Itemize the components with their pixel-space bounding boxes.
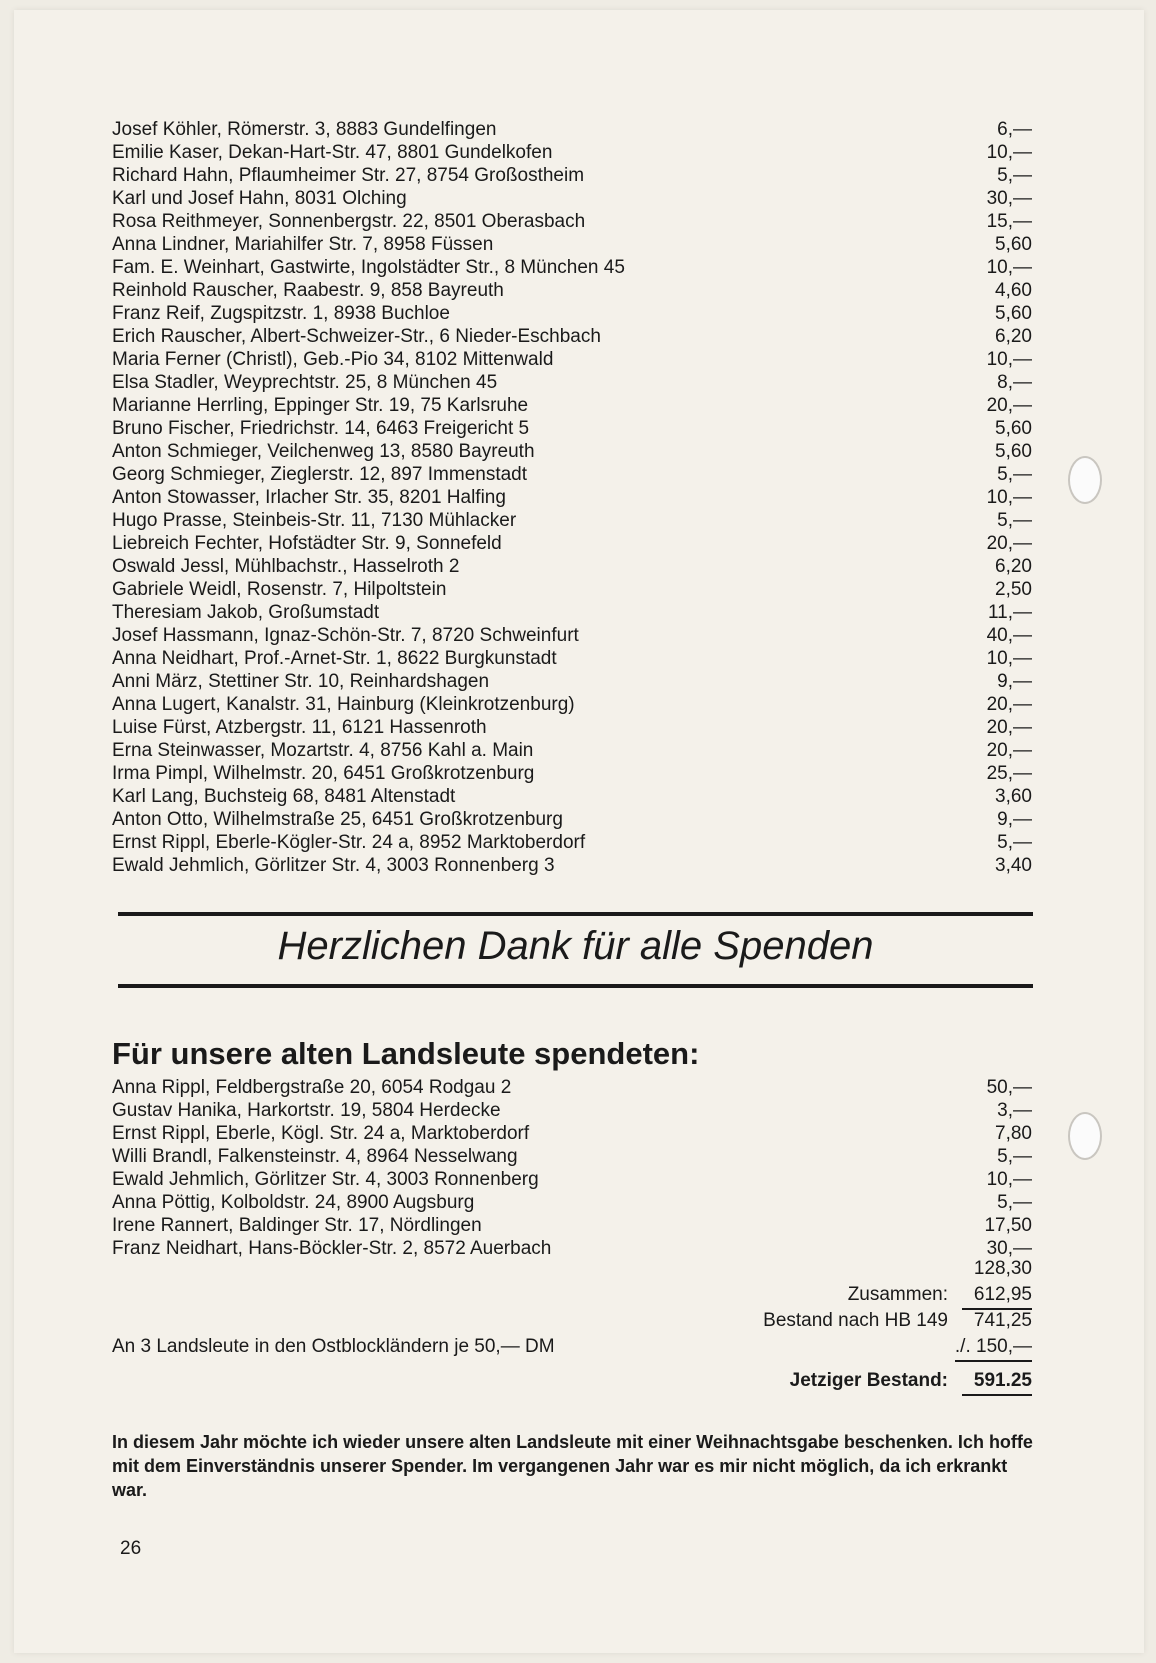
donor-row bbox=[112, 624, 1032, 647]
donation-amount: 5,— bbox=[997, 832, 1032, 853]
donation-amount: 20,— bbox=[986, 694, 1032, 715]
donor-name-address: Anna Neidhart, Prof.-Arnet-Str. 1, 8622 Burgkunstadt bbox=[112, 648, 557, 669]
donor-name-address: Anton Stowasser, Irlacher Str. 35, 8201 Halfing bbox=[112, 487, 506, 508]
donor-row bbox=[112, 463, 1032, 486]
donation-amount: 3,— bbox=[997, 1100, 1032, 1121]
donation-amount: 5,— bbox=[997, 1146, 1032, 1167]
donation-amount: 6,— bbox=[997, 119, 1032, 140]
donor-row bbox=[112, 210, 1032, 233]
donor-list bbox=[112, 118, 1032, 877]
donor-row bbox=[112, 325, 1032, 348]
donor-row bbox=[112, 118, 1032, 141]
donor-name-address: Anna Pöttig, Kolboldstr. 24, 8900 Augsburg bbox=[112, 1192, 475, 1213]
donor-row bbox=[112, 555, 1032, 578]
donation-amount: 10,— bbox=[986, 257, 1032, 278]
donation-amount: 10,— bbox=[986, 349, 1032, 370]
donor-name-address: Willi Brandl, Falkensteinstr. 4, 8964 Nesselwang bbox=[112, 1146, 518, 1167]
donation-amount: 3,60 bbox=[995, 786, 1032, 807]
donation-amount: 5,60 bbox=[995, 234, 1032, 255]
donation-amount: 5,60 bbox=[995, 441, 1032, 462]
donor-row bbox=[112, 348, 1032, 371]
donor-name-address: Fam. E. Weinhart, Gastwirte, Ingolstädter Str., 8 München 45 bbox=[112, 257, 625, 278]
donation-amount: 11,— bbox=[987, 602, 1032, 623]
donor-row bbox=[112, 509, 1032, 532]
donor-name-address: Reinhold Rauscher, Raabestr. 9, 858 Bayreuth bbox=[112, 280, 504, 301]
donation-amount: 15,— bbox=[986, 211, 1032, 232]
donor-name-address: Georg Schmieger, Zieglerstr. 12, 897 Immenstadt bbox=[112, 464, 528, 485]
old-landsleute-heading: Für unsere alten Landsleute spendeten: bbox=[112, 1036, 700, 1071]
donation-amount: 3,40 bbox=[995, 855, 1032, 876]
donation-amount: 9,— bbox=[997, 671, 1032, 692]
donation-amount: 10,— bbox=[986, 142, 1032, 163]
donor-row bbox=[112, 187, 1032, 210]
donor-name-address: Karl Lang, Buchsteig 68, 8481 Altenstadt bbox=[112, 786, 456, 807]
donor-name-address: Richard Hahn, Pflaumheimer Str. 27, 8754 Großostheim bbox=[112, 165, 585, 186]
donor-row bbox=[112, 417, 1032, 440]
binder-hole bbox=[1068, 1112, 1102, 1160]
donation-amount: 17,50 bbox=[984, 1215, 1032, 1236]
donor-name-address: Gustav Hanika, Harkortstr. 19, 5804 Herdecke bbox=[112, 1100, 501, 1121]
old-donor-row bbox=[112, 1191, 1032, 1214]
previous-balance-value: 741,25 bbox=[973, 1310, 1032, 1331]
subtotal-value: 128,30 bbox=[973, 1258, 1032, 1279]
donor-row bbox=[112, 739, 1032, 762]
donor-name-address: Josef Köhler, Römerstr. 3, 8883 Gundelfingen bbox=[112, 119, 497, 140]
donation-amount: 5,60 bbox=[995, 418, 1032, 439]
donor-name-address: Theresiam Jakob, Großumstadt bbox=[112, 602, 380, 623]
donor-row bbox=[112, 394, 1032, 417]
donor-row bbox=[112, 532, 1032, 555]
donor-row bbox=[112, 670, 1032, 693]
donation-amount: 10,— bbox=[986, 487, 1032, 508]
donation-amount: 5,— bbox=[997, 165, 1032, 186]
current-balance-label: Jetziger Bestand: bbox=[789, 1370, 948, 1391]
donor-name-address: Ewald Jehmlich, Görlitzer Str. 4, 3003 Ronnenberg 3 bbox=[112, 855, 555, 876]
donor-row bbox=[112, 762, 1032, 785]
donor-name-address: Anna Lindner, Mariahilfer Str. 7, 8958 Füssen bbox=[112, 234, 494, 255]
donor-row bbox=[112, 601, 1032, 624]
donation-amount: 9,— bbox=[997, 809, 1032, 830]
donor-row bbox=[112, 302, 1032, 325]
donation-amount: 4,60 bbox=[995, 280, 1032, 301]
donation-amount: 40,— bbox=[986, 625, 1032, 646]
old-donor-row bbox=[112, 1214, 1032, 1237]
old-donor-row bbox=[112, 1122, 1032, 1145]
donor-name-address: Bruno Fischer, Friedrichstr. 14, 6463 Freigericht 5 bbox=[112, 418, 530, 439]
donation-amount: 20,— bbox=[986, 533, 1032, 554]
donation-amount: 50,— bbox=[986, 1077, 1032, 1098]
donor-name-address: Irma Pimpl, Wilhelmstr. 20, 6451 Großkrotzenburg bbox=[112, 763, 535, 784]
donor-name-address: Gabriele Weidl, Rosenstr. 7, Hilpoltstein bbox=[112, 579, 447, 600]
closing-note: In diesem Jahr möchte ich wieder unsere alten Landsleute mit einer Weihnachtsgabe beschenken. Ich hoffe mit dem Einverständnis unserer Spender. Im vergangenen Jahr war es mir nicht möglich, da ich erkrankt war. bbox=[112, 1432, 1033, 1500]
donor-name-address: Marianne Herrling, Eppinger Str. 19, 75 Karlsruhe bbox=[112, 395, 529, 416]
donor-name-address: Karl und Josef Hahn, 8031 Olching bbox=[112, 188, 407, 209]
summary-block bbox=[112, 1256, 1032, 1394]
donor-name-address: Emilie Kaser, Dekan-Hart-Str. 47, 8801 Gundelkofen bbox=[112, 142, 553, 163]
donor-name-address: Erich Rauscher, Albert-Schweizer-Str., 6 Nieder-Eschbach bbox=[112, 326, 601, 347]
donation-amount: 10,— bbox=[986, 1169, 1032, 1190]
donor-name-address: Franz Reif, Zugspitzstr. 1, 8938 Buchloe bbox=[112, 303, 450, 324]
donation-amount: 20,— bbox=[986, 740, 1032, 761]
divider-rule bbox=[118, 984, 1033, 988]
donor-name-address: Elsa Stadler, Weyprechtstr. 25, 8 München 45 bbox=[112, 372, 498, 393]
divider-rule bbox=[118, 912, 1033, 916]
binder-hole bbox=[1068, 456, 1102, 504]
donor-name-address: Franz Neidhart, Hans-Böckler-Str. 2, 8572 Auerbach bbox=[112, 1238, 552, 1259]
donor-name-address: Liebreich Fechter, Hofstädter Str. 9, Sonnefeld bbox=[112, 533, 502, 554]
donor-row bbox=[112, 785, 1032, 808]
donor-name-address: Erna Steinwasser, Mozartstr. 4, 8756 Kahl a. Main bbox=[112, 740, 534, 761]
donor-row bbox=[112, 808, 1032, 831]
donor-name-address: Josef Hassmann, Ignaz-Schön-Str. 7, 8720 Schweinfurt bbox=[112, 625, 579, 646]
donor-name-address: Ewald Jehmlich, Görlitzer Str. 4, 3003 Ronnenberg bbox=[112, 1169, 539, 1190]
donor-row bbox=[112, 854, 1032, 877]
old-donor-row bbox=[112, 1145, 1032, 1168]
donor-row bbox=[112, 256, 1032, 279]
donor-row bbox=[112, 693, 1032, 716]
donor-row bbox=[112, 647, 1032, 670]
donor-name-address: Ernst Rippl, Eberle, Kögl. Str. 24 a, Marktoberdorf bbox=[112, 1123, 530, 1144]
thanks-heading: Herzlichen Dank für alle Spenden bbox=[277, 924, 874, 968]
donor-name-address: Anton Schmieger, Veilchenweg 13, 8580 Bayreuth bbox=[112, 441, 535, 462]
donor-name-address: Anna Rippl, Feldbergstraße 20, 6054 Rodgau 2 bbox=[112, 1077, 512, 1098]
donation-amount: 5,— bbox=[997, 1192, 1032, 1213]
donation-amount: 8,— bbox=[997, 372, 1032, 393]
donation-amount: 30,— bbox=[986, 188, 1032, 209]
donation-amount: 30,— bbox=[986, 1238, 1032, 1259]
donation-amount: 5,— bbox=[997, 510, 1032, 531]
old-donor-row bbox=[112, 1168, 1032, 1191]
old-landsleute-donor-list bbox=[112, 1076, 1032, 1260]
donor-row bbox=[112, 279, 1032, 302]
donation-amount: 2,50 bbox=[995, 579, 1032, 600]
donation-amount: 5,— bbox=[997, 464, 1032, 485]
donor-row bbox=[112, 164, 1032, 187]
donor-row bbox=[112, 371, 1032, 394]
old-donor-row bbox=[112, 1076, 1032, 1099]
donation-amount: 20,— bbox=[986, 717, 1032, 738]
current-balance-value: 591.25 bbox=[962, 1368, 1032, 1396]
donation-amount: 7,80 bbox=[995, 1123, 1032, 1144]
donor-name-address: Irene Rannert, Baldinger Str. 17, Nördlingen bbox=[112, 1215, 482, 1236]
donor-row bbox=[112, 233, 1032, 256]
total-label: Zusammen: bbox=[847, 1284, 948, 1305]
donor-name-address: Luise Fürst, Atzbergstr. 11, 6121 Hassenroth bbox=[112, 717, 487, 738]
donation-amount: 20,— bbox=[986, 395, 1032, 416]
page-number: 26 bbox=[120, 1538, 142, 1559]
donor-name-address: Anton Otto, Wilhelmstraße 25, 6451 Großkrotzenburg bbox=[112, 809, 563, 830]
donor-row bbox=[112, 716, 1032, 739]
donor-name-address: Hugo Prasse, Steinbeis-Str. 11, 7130 Mühlacker bbox=[112, 510, 517, 531]
donor-name-address: Maria Ferner (Christl), Geb.-Pio 34, 8102 Mittenwald bbox=[112, 349, 554, 370]
eastern-bloc-text: An 3 Landsleute in den Ostblockländern je 50,— DM bbox=[112, 1336, 555, 1357]
donor-name-address: Anna Lugert, Kanalstr. 31, Hainburg (Kleinkrotzenburg) bbox=[112, 694, 575, 715]
previous-balance-label: Bestand nach HB 149 bbox=[763, 1310, 948, 1331]
donor-row bbox=[112, 141, 1032, 164]
old-donor-row bbox=[112, 1099, 1032, 1122]
donation-amount: 6,20 bbox=[995, 326, 1032, 347]
donor-name-address: Anni März, Stettiner Str. 10, Reinhardshagen bbox=[112, 671, 490, 692]
donor-row bbox=[112, 831, 1032, 854]
donor-name-address: Oswald Jessl, Mühlbachstr., Hasselroth 2 bbox=[112, 556, 460, 577]
donor-name-address: Rosa Reithmeyer, Sonnenbergstr. 22, 8501 Oberasbach bbox=[112, 211, 586, 232]
donor-row bbox=[112, 578, 1032, 601]
donation-amount: 10,— bbox=[986, 648, 1032, 669]
donor-row bbox=[112, 486, 1032, 509]
eastern-bloc-value: ./. 150,— bbox=[955, 1334, 1032, 1362]
donor-name-address: Ernst Rippl, Eberle-Kögler-Str. 24 a, 8952 Marktoberdorf bbox=[112, 832, 586, 853]
donation-amount: 5,60 bbox=[995, 303, 1032, 324]
donation-amount: 25,— bbox=[986, 763, 1032, 784]
donor-row bbox=[112, 440, 1032, 463]
donation-amount: 6,20 bbox=[995, 556, 1032, 577]
total-value: 612,95 bbox=[962, 1282, 1032, 1310]
